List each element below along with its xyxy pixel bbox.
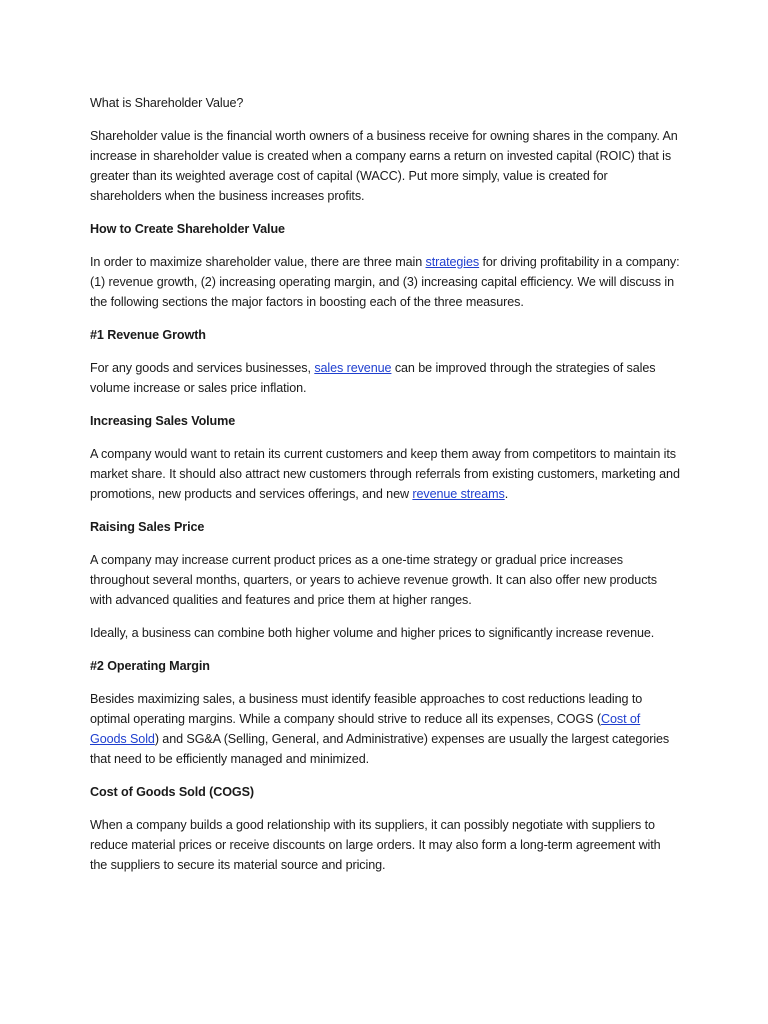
- heading-cogs: Cost of Goods Sold (COGS): [90, 785, 255, 799]
- paragraph-text: A company would want to retain its current customers and keep them away from competitors to maintain its market share. It should also attract new customers through referrals from existing customers, marketing and promotions, new products and services offerings, and new: [90, 447, 680, 501]
- heading-create-value: How to Create Shareholder Value: [90, 222, 285, 236]
- paragraph-combine: Ideally, a business can combine both higher volume and higher prices to significantly increase revenue.: [90, 626, 655, 640]
- paragraph-text: Besides maximizing sales, a business must identify feasible approaches to cost reductions leading to optimal operating margins. While a company should strive to reduce all its expenses, COGS (: [90, 692, 643, 726]
- paragraph-sales-price: A company may increase current product prices as a one-time strategy or gradual price increases throughout several months, quarters, or years to achieve revenue growth. It can also offer new products with advanced qualities and features and price them at higher ranges.: [90, 553, 657, 607]
- paragraph-text: ) and SG&A (Selling, General, and Administrative) expenses are usually the largest categories that need to be efficiently managed and minimized.: [90, 732, 670, 766]
- cogs-link[interactable]: Cost of Goods Sold: [90, 712, 641, 746]
- revenue-streams-link[interactable]: revenue streams: [412, 487, 505, 501]
- strategies-link[interactable]: strategies: [425, 255, 480, 269]
- heading-sales-price: Raising Sales Price: [90, 520, 205, 534]
- paragraph-sales-volume: [90, 444, 680, 504]
- heading-operating-margin: #2 Operating Margin: [90, 659, 210, 673]
- paragraph-text: In order to maximize shareholder value, there are three main: [90, 255, 426, 269]
- paragraph-text: can be improved through the strategies of sales volume increase or sales price inflation.: [90, 361, 656, 395]
- paragraph-text: .: [504, 487, 509, 501]
- paragraph-strategies: [90, 252, 680, 312]
- sales-revenue-link[interactable]: sales revenue: [314, 361, 392, 375]
- paragraph-text: For any goods and services businesses,: [90, 361, 315, 375]
- paragraph-operating-margin: [90, 689, 680, 769]
- document-title: What is Shareholder Value?: [90, 96, 244, 110]
- paragraph-sales-revenue: [90, 358, 680, 398]
- paragraph-text: for driving profitability in a company: (1) revenue growth, (2) increasing operating margin, and (3) increasing capital efficiency. We will discuss in the following sections the major factors in boosting each of the three measures.: [90, 255, 680, 309]
- heading-sales-volume: Increasing Sales Volume: [90, 414, 236, 428]
- paragraph-cogs: When a company builds a good relationship with its suppliers, it can possibly negotiate with suppliers to reduce material prices or receive discounts on large orders. It may also form a long-term agreement with the suppliers to secure its material source and pricing.: [90, 818, 661, 872]
- heading-revenue-growth: #1 Revenue Growth: [90, 328, 206, 342]
- paragraph-shareholder-value: Shareholder value is the financial worth owners of a business receive for owning shares in the company. An increase in shareholder value is created when a company earns a return on invested capital (ROIC) that is greater than its weighted average cost of capital (WACC). Put more simply, value is created for shareholders when the business increases profits.: [90, 129, 678, 203]
